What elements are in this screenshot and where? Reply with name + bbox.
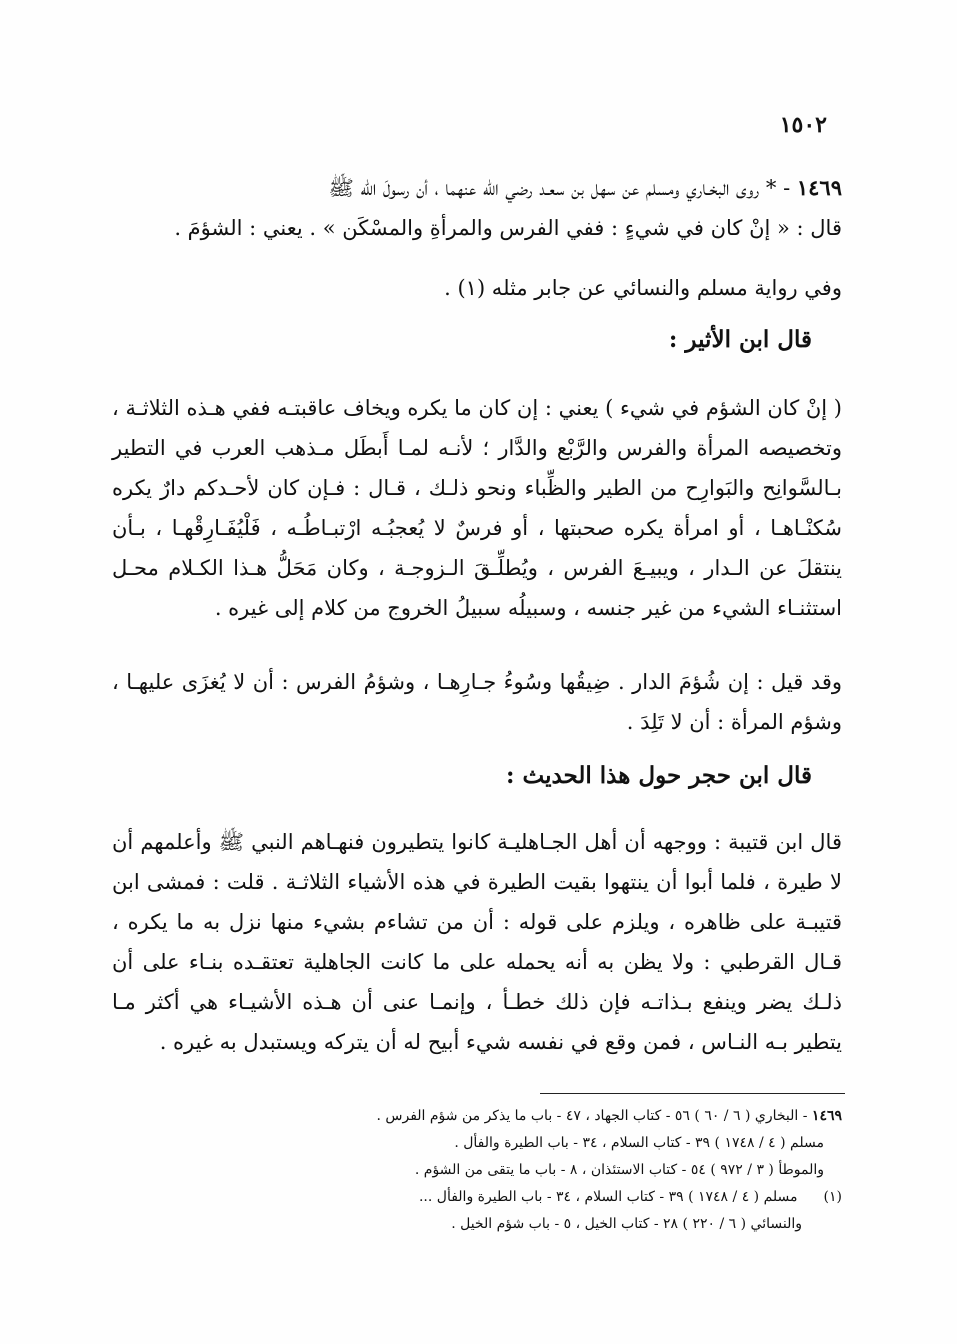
footnote-line-1-text: - البخاري ( ٦ / ٦٠ ) ٥٦ - كتاب الجهاد ، ٤٧ - باب ما يذكر من شؤم الفرس . bbox=[376, 1108, 808, 1124]
heading-ibn-hajar: قال ابن حجر حول هذا الحديث : bbox=[505, 762, 812, 789]
hadith-line-1-text: - * روى البخـاري ومسلم عن سهل بن سعـد رضي الله عنهما ، أن رسولَ الله ﷺ bbox=[328, 176, 791, 200]
footnote-line-2: مسلم ( ٤ / ١٧٤٨ ) ٣٩ - كتاب السلام ، ٣٤ - باب الطيرة والفأل . bbox=[454, 1135, 824, 1151]
athir-paragraph: ( إنْ كان الشؤم في شيء ) يعني : إن كان ما يكره ويخاف عاقبتـه ففي هـذه الثلاثـة ، وتخصيصه المرأة والفرس والرَّبْع والدَّار ؛ لأنـه لمـا أَبطَل مـذهب العرب في التطير بـالسَّوانِح والبَوارِح من الطير والظِّباء ونحو ذلـك ، قـال : فـإن كان لأحـدكم دارٌ يكره سُكنْـاهـا ، أو امرأة يكره صحبتها ، أو فرسٌ لا يُعجبُـه ارْتبـاطُـه ، فَلْيُفَـارِقْهـا ، بـأن ينتقلَ عن الـدار ، ويبيـعَ الفرس ، ويُطلِّـقَ الـزوجـة ، وكان مَحَلُّ هـذا الكـلام محـل استثنـاء الشيء من غير جنسه ، وسبيلُه سبيلُ الخروج من كلام إلى غيره . bbox=[112, 396, 842, 620]
footnote-divider bbox=[540, 1093, 845, 1094]
footnote-line-5: والنسائي ( ٦ / ٢٢٠ ) ٢٨ - كتاب الخيل ، ٥ - باب شؤم الخيل . bbox=[451, 1216, 802, 1232]
footnote-line-3: والموطأ ( ٣ / ٩٧٢ ) ٥٤ - كتاب الاستئذان ، ٨ - باب ما يتقى من الشؤم . bbox=[414, 1162, 824, 1178]
footnote-line-1 bbox=[122, 1103, 842, 1130]
heading-ibn-al-athir: قال ابن الأثير : bbox=[668, 326, 812, 353]
hadith-line-1 bbox=[112, 168, 842, 208]
hadith-line-2: قال : « إنْ كان في شيءٍ : ففي الفرس والمرأةِ والمسْكَن » . يعني : الشؤمَ . bbox=[174, 216, 842, 240]
qila-paragraph: وقد قيل : إن شُؤمَ الدار . ضِيقُها وسُوءُ جـارِهـا ، وشؤمُ الفرس : أن لا يُغزَى عليهـا ، وشؤم المرأة : أن لا تَلِدَ . bbox=[112, 670, 842, 734]
riwaya-line: وفي رواية مسلم والنسائي عن جابر مثله (١) . bbox=[444, 276, 842, 300]
footnote-line-4 bbox=[122, 1184, 842, 1211]
hadith-text bbox=[112, 168, 842, 248]
hadith-number: ١٤٦٩ bbox=[796, 175, 842, 200]
footnote-line-4-text: مسلم ( ٤ / ١٧٤٨ ) ٣٩ - كتاب السلام ، ٣٤ - باب الطيرة والفأل ... bbox=[418, 1189, 798, 1205]
hajar-paragraph: قال ابن قتيبة : ووجهه أن أهل الجـاهليـة كانوا يتطيرون فنهـاهم النبي ﷺ وأعلمهم أن لا طيرة ، فلما أبوا أن ينتهوا بقيت الطيرة في هذه الأشياء الثلاثـة . قلت : فمشى ابن قتيبـة على ظاهره ، ويلزم على قوله : أن من تشاءم بشيء منها نزل به ما يكره ، قـال القرطبي : ولا يظن به أنه يحمله على ما كانت الجاهلية تعتقـده بنـاء على أن ذلـك يضر وينفع بـذاتـه فإن ذلك خطـأ ، وإنمـا عنى أن هـذه الأشيـاء هي أكثر مـا يتطير بـه النـاس ، فمن وقع في نفسه شيء أبيح له أن يتركه ويستبدل به غيره . bbox=[112, 830, 842, 1054]
footnote-marker: (١) bbox=[823, 1189, 842, 1205]
footnotes bbox=[122, 1103, 842, 1238]
footnote-ref-number: ١٤٦٩ bbox=[811, 1108, 842, 1124]
page-number: ١٥٠٢ bbox=[779, 112, 827, 138]
